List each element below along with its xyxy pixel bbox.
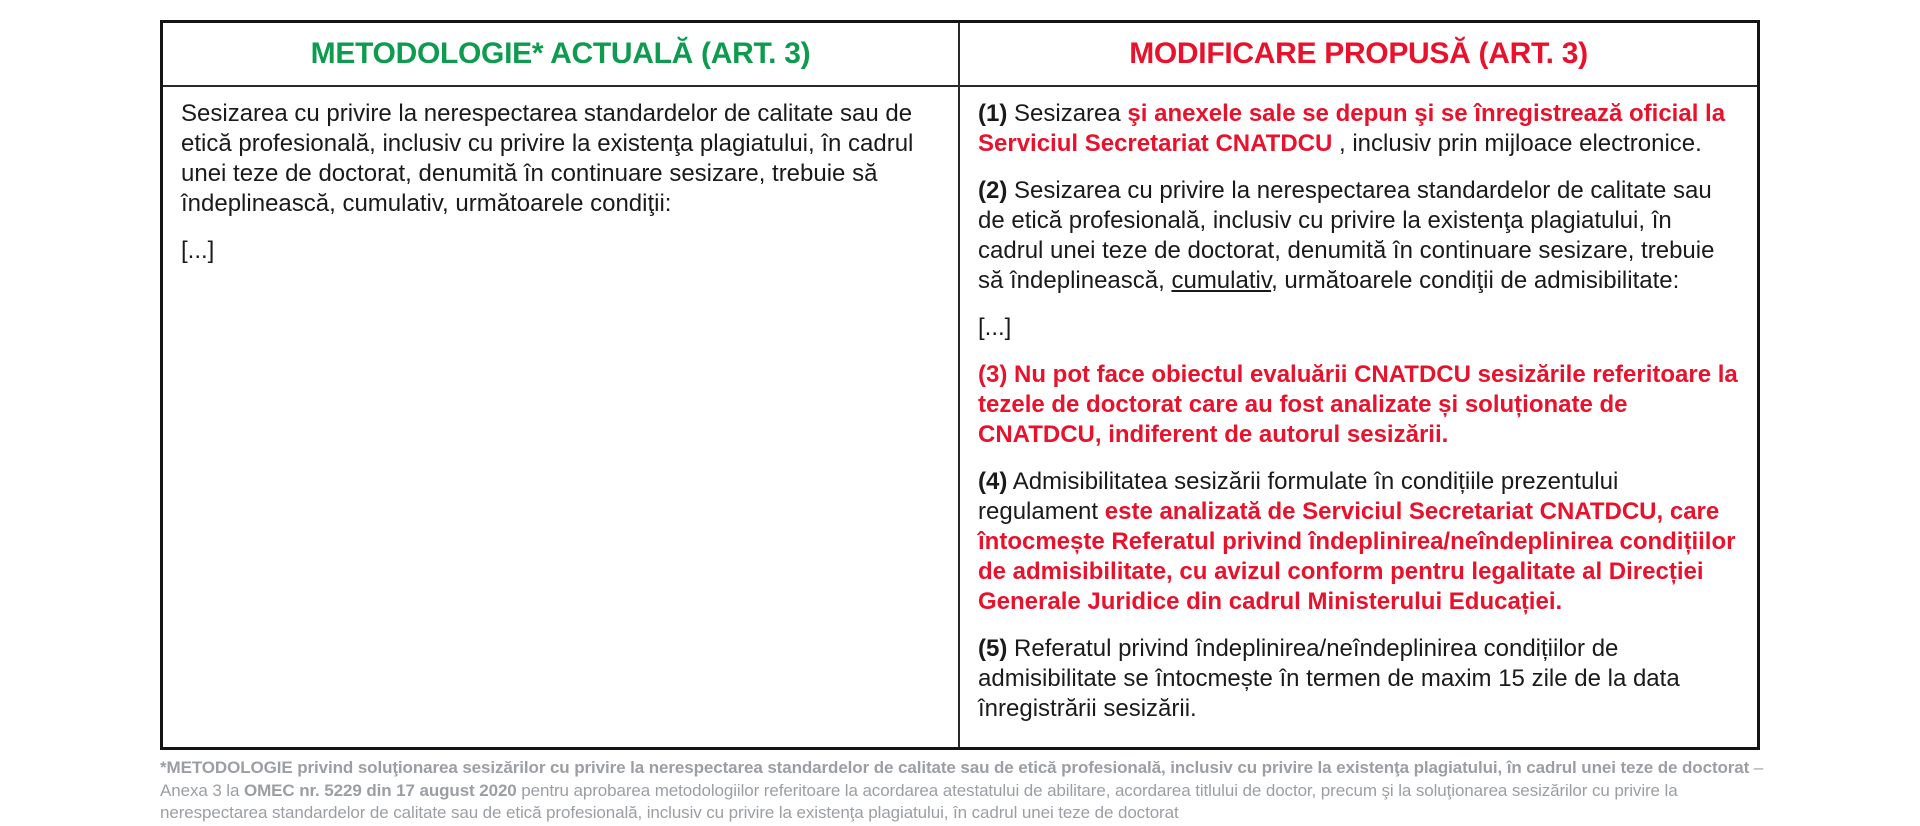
paragraph — [160, 757, 1900, 780]
text-segment: Referatul privind îndeplinirea/neîndeplinirea condițiilor de admisibilitate se întocmește în termen de maxim 15 zile de la data înregistrării sesizării. — [978, 635, 1680, 722]
text-segment: [...] — [978, 314, 1012, 341]
paragraph — [160, 780, 1900, 803]
text-segment: pentru aprobarea metodologiilor referitoare la acordarea atestatului de abilitare, acordarea titlului de doctor, precum şi la soluţionarea sesizărilor cu privire la — [516, 780, 1678, 800]
text-segment: (1) — [978, 100, 1008, 127]
text-segment: [...] — [181, 237, 215, 264]
text-segment: *METODOLOGIE privind soluţionarea sesizărilor cu privire la nerespectarea standardelor de calitate sau de etică profesională, inclusiv cu privire la existenţa plagiatului, în cadrul unei teze de doctorat — [160, 758, 1750, 777]
comparison-table — [160, 20, 1760, 750]
text-segment: , inclusiv prin mijloace electronice. — [1332, 130, 1702, 157]
header-proposed-modification: MODIFICARE PROPUSĂ (ART. 3) — [1129, 37, 1588, 70]
table-body-row — [163, 87, 1757, 747]
paragraph — [978, 313, 1741, 343]
text-segment: (3) Nu pot face obiectul evaluării CNATDCU sesizările referitoare la tezele de doctorat care au fost analizate și soluționate de CNATDCU, indiferent de autorul sesizării. — [978, 361, 1738, 448]
proposed-modification-cell — [960, 87, 1757, 747]
text-segment: Anexa 3 la — [160, 780, 244, 800]
paragraph — [978, 360, 1741, 450]
text-segment: Sesizarea — [1007, 100, 1128, 127]
text-segment: (2) — [978, 177, 1008, 204]
text-segment: este analizată de Serviciul Secretariat CNATDCU, care întocmește Referatul privind îndeplinirea/neîndeplinirea condițiilor de admisibilitate, cu avizul conform pentru legalitate al Direcției Generale Juridice din cadrul Ministerului Educației. — [978, 498, 1736, 615]
text-segment: , următoarele condiţii de admisibilitate: — [1271, 267, 1680, 294]
paragraph — [978, 634, 1741, 724]
text-segment: Sesizarea cu privire la nerespectarea standardelor de calitate sau de etică profesională, inclusiv cu privire la existenţa plagiatului, în cadrul unei teze de doctorat, denumită în continuare sesizare, trebuie să îndeplinească, cumulativ, următoarele condiţii: — [181, 100, 914, 217]
text-segment: – — [1749, 758, 1764, 777]
paragraph — [160, 802, 1900, 825]
paragraph — [978, 467, 1741, 617]
text-segment: nerespectarea standardelor de calitate sau de etică profesională, inclusiv cu privire la existenţa plagiatului, în cadrul unei teze de doctorat — [160, 803, 1179, 822]
paragraph — [181, 99, 942, 219]
text-segment: OMEC nr. 5229 din 17 august 2020 — [243, 780, 517, 800]
paragraph — [978, 99, 1741, 159]
paragraph — [181, 236, 942, 266]
text-segment: (5) — [978, 635, 1008, 662]
paragraph — [978, 176, 1741, 296]
header-current-methodology: METODOLOGIE* ACTUALĂ (ART. 3) — [163, 23, 960, 85]
current-methodology-cell — [163, 87, 960, 747]
methodology-footnote — [160, 757, 1900, 825]
text-segment: (4) — [978, 468, 1008, 495]
text-segment: Admisibilitatea sesizării formulate în condițiile prezentului regulament — [978, 468, 1619, 525]
text-segment: Sesizarea cu privire la nerespectarea standardelor de calitate sau de etică profesională, inclusiv cu privire la existenţa plagiatului, în cadrul unei teze de doctorat, denumită în continuare sesizare, trebuie să îndeplinească, — [978, 177, 1715, 294]
text-segment: şi anexele sale se depun şi se înregistrează oficial la Serviciul Secretariat CNATDCU — [978, 100, 1726, 157]
text-segment: cumulativ — [1171, 267, 1272, 294]
table-header-row — [163, 23, 1757, 87]
